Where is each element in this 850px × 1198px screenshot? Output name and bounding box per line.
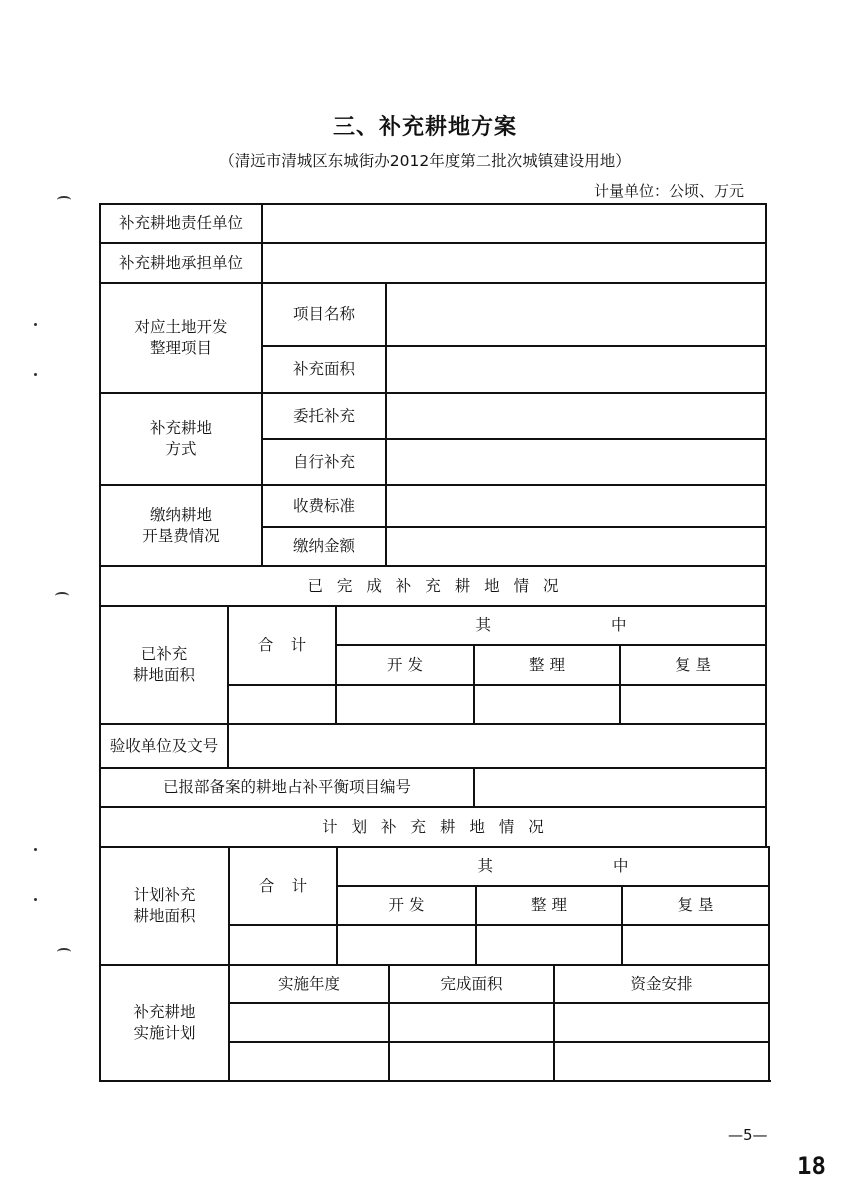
completed-section-header: 已完成补充耕地情况 — [307, 576, 573, 595]
implementation-area-field[interactable] — [390, 1004, 553, 1041]
entrusted-supplement-label: 委托补充 — [292, 406, 355, 425]
planned-development-field[interactable] — [338, 926, 475, 964]
of-which-char-1: 其 — [475, 616, 491, 634]
completed-area-label-line2: 耕地面积 — [132, 666, 195, 684]
document-title: 三、补充耕地方案 — [332, 115, 517, 140]
binder-hole-mark — [55, 592, 69, 600]
responsible-unit-field[interactable] — [263, 205, 765, 242]
binder-hole-mark — [57, 948, 71, 956]
scan-speck — [34, 848, 37, 851]
paid-amount-label: 缴纳金额 — [292, 537, 355, 555]
planned-reclamation-header: 复 垦 — [677, 896, 714, 914]
completed-of-which-label — [337, 607, 765, 644]
completed-development-field[interactable] — [337, 686, 473, 723]
land-project-label-line1: 对应土地开发 — [134, 318, 228, 336]
self-supplement-label: 自行补充 — [292, 452, 355, 471]
implementation-funding-field[interactable] — [555, 1004, 768, 1041]
of-which-char-2: 中 — [613, 857, 629, 875]
fee-standard-field[interactable] — [387, 486, 765, 526]
implementation-year-field[interactable] — [230, 1004, 388, 1041]
acceptance-field[interactable] — [229, 725, 765, 767]
implementation-funding-header: 资金安排 — [630, 974, 693, 993]
implementation-label-line2: 实施计划 — [133, 1024, 196, 1042]
planned-total-field[interactable] — [230, 926, 336, 964]
planned-total-label: 合 计 — [258, 876, 314, 895]
method-label-line1: 补充耕地 — [149, 419, 212, 437]
scan-speck — [34, 323, 37, 326]
scan-speck — [34, 898, 37, 901]
planned-consolidation-field[interactable] — [477, 926, 621, 964]
undertaking-unit-label: 补充耕地承担单位 — [118, 253, 243, 272]
of-which-char-2: 中 — [611, 616, 627, 634]
measurement-unit: 计量单位：公顷、万元 — [593, 182, 744, 200]
scan-speck — [34, 373, 37, 376]
filing-number-label: 已报部备案的耕地占补平衡项目编号 — [162, 778, 411, 796]
method-label-line2: 方式 — [165, 440, 197, 458]
of-which-char-1: 其 — [477, 857, 493, 875]
completed-consolidation-field[interactable] — [475, 686, 619, 723]
implementation-area-header: 完成面积 — [440, 974, 503, 993]
planned-area-label — [101, 848, 228, 964]
planned-area-label-line1: 计划补充 — [133, 886, 196, 904]
completed-reclamation-header: 复 垦 — [675, 655, 711, 674]
project-name-label: 项目名称 — [292, 305, 355, 323]
implementation-area-field[interactable] — [390, 1043, 553, 1080]
land-project-group-label — [101, 284, 261, 392]
completed-total-field[interactable] — [229, 686, 335, 723]
self-supplement-field[interactable] — [387, 440, 765, 484]
planned-reclamation-field[interactable] — [623, 926, 768, 964]
page-number: —5— — [728, 1126, 768, 1144]
land-project-label-line2: 整理项目 — [149, 339, 212, 357]
binder-hole-mark — [57, 196, 71, 204]
responsible-unit-label: 补充耕地责任单位 — [118, 214, 243, 232]
implementation-label-line1: 补充耕地 — [133, 1003, 196, 1021]
fee-label-line2: 开垦费情况 — [142, 526, 220, 545]
completed-area-label-line1: 已补充 — [140, 645, 188, 663]
entrusted-supplement-field[interactable] — [387, 394, 765, 438]
completed-area-label — [101, 607, 227, 723]
implementation-funding-field[interactable] — [555, 1043, 768, 1080]
planned-of-which-label — [338, 848, 768, 885]
fee-group-label — [101, 486, 261, 565]
completed-reclamation-field[interactable] — [621, 686, 765, 723]
supplement-area-label: 补充面积 — [292, 360, 355, 378]
document-subtitle: （清远市清城区东城街办2012年度第二批次城镇建设用地） — [219, 152, 631, 170]
implementation-year-field[interactable] — [230, 1043, 388, 1080]
fee-standard-label: 收费标准 — [292, 496, 355, 515]
project-name-field[interactable] — [387, 284, 765, 345]
planned-section-header: 计划补充耕地情况 — [322, 817, 558, 836]
planned-development-header: 开 发 — [388, 896, 425, 914]
fee-label-line1: 缴纳耕地 — [149, 505, 212, 524]
undertaking-unit-field[interactable] — [263, 244, 765, 282]
completed-consolidation-header: 整 理 — [529, 655, 565, 674]
completed-development-header: 开 发 — [387, 655, 423, 674]
completed-total-label: 合 计 — [257, 636, 313, 654]
filing-number-field[interactable] — [475, 769, 765, 806]
paid-amount-field[interactable] — [387, 528, 765, 565]
method-group-label — [101, 394, 261, 484]
acceptance-label: 验收单位及文号 — [109, 736, 219, 755]
planned-area-label-line2: 耕地面积 — [133, 907, 196, 925]
supplement-area-field[interactable] — [387, 347, 765, 392]
stamped-page-number: 18 — [797, 1152, 826, 1180]
planned-consolidation-header: 整 理 — [531, 896, 567, 914]
implementation-year-header: 实施年度 — [277, 974, 340, 993]
implementation-plan-label — [101, 966, 228, 1080]
